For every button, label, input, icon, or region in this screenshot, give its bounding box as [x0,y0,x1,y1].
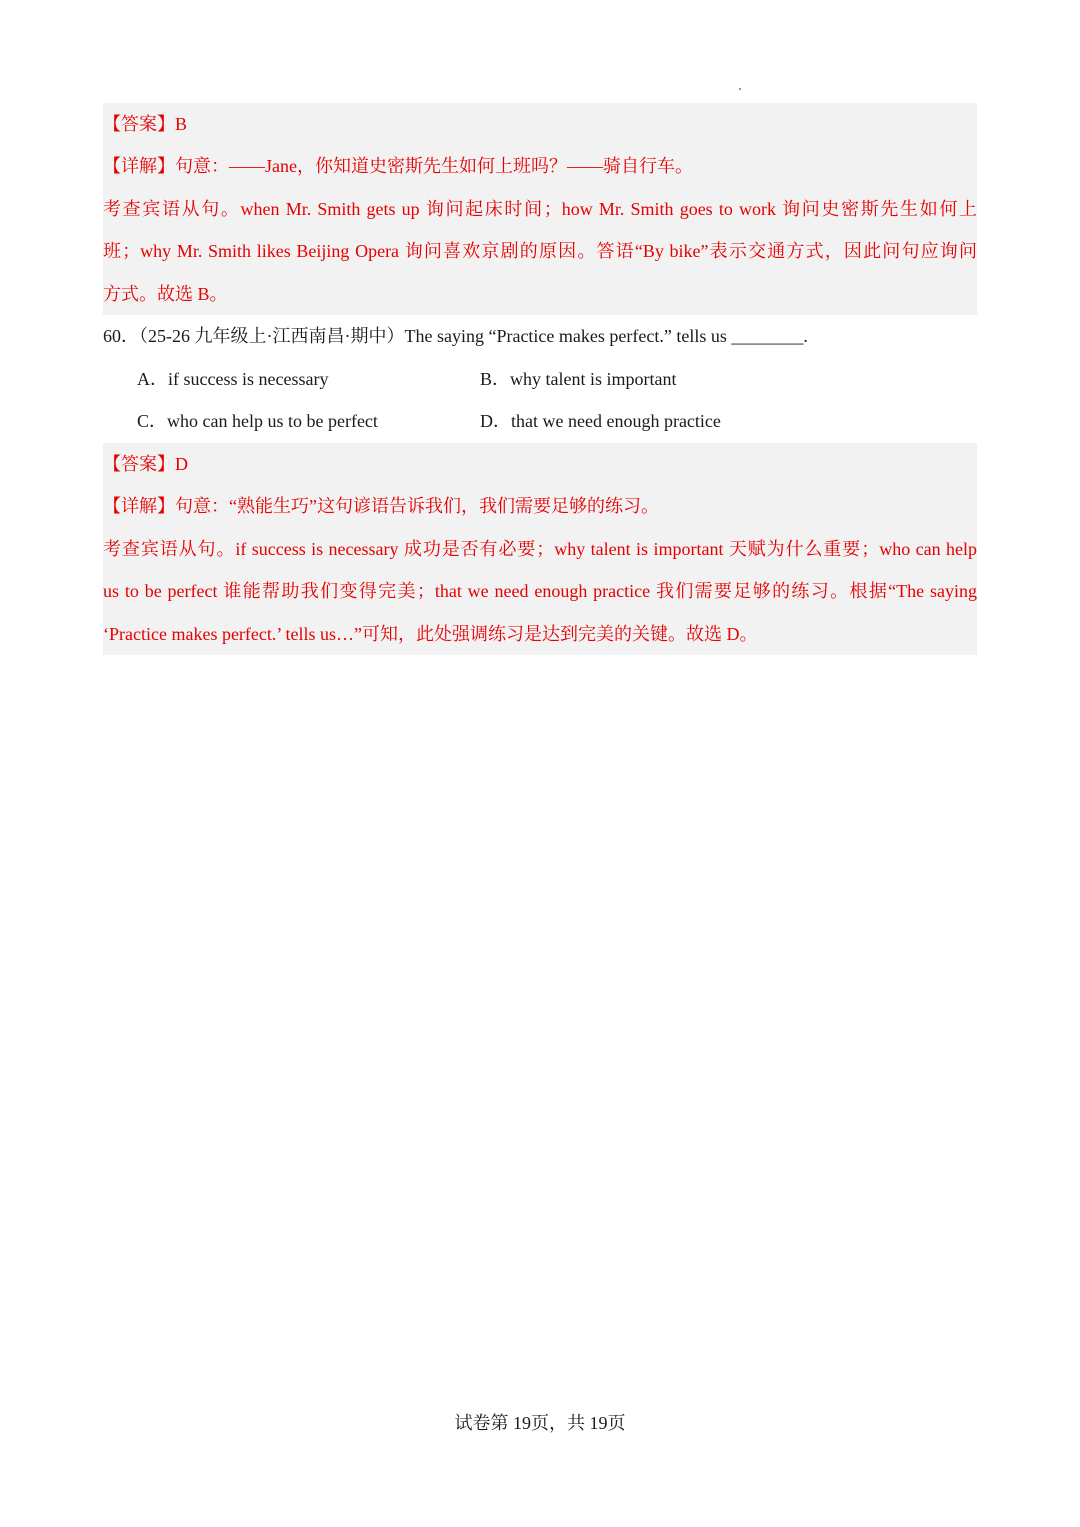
option-c: C．who can help us to be perfect [137,411,378,431]
analysis-59-line-3: 方式。故选 B。 [103,284,228,304]
answer-59: 【答案】B [103,114,188,134]
analysis-59-line-1: 考查宾语从句。when Mr. Smith gets up 询问起床时间；how Mr. Smith goes to work 询问史密斯先生如何上 [103,199,977,219]
question-60-stem: 60．（25-26 九年级上·江西南昌·期中）The saying “Practice makes perfect.” tells us ________. [103,326,808,346]
answer-60: 【答案】D [103,454,188,474]
analysis-60-line-1: 考查宾语从句。if success is necessary 成功是否有必要；why talent is important 天赋为什么重要；who can help [103,539,977,559]
analysis-60-line-2: us to be perfect 谁能帮助我们变得完美；that we need enough practice 我们需要足够的练习。根据“The saying [103,581,977,601]
option-b: B．why talent is important [480,369,677,389]
detail-59: 【详解】句意：——Jane，你知道史密斯先生如何上班吗？——骑自行车。 [103,156,693,176]
analysis-59-line-2: 班；why Mr. Smith likes Beijing Opera 询问喜欢京剧的原因。答语“By bike”表示交通方式，因此问句应询问 [103,241,977,261]
option-a: A．if success is necessary [137,369,329,389]
detail-60: 【详解】句意：“熟能生巧”这句谚语告诉我们，我们需要足够的练习。 [103,496,659,516]
analysis-60-line-3: ‘Practice makes perfect.’ tells us…”可知，此处强调练习是达到完美的关键。故选 D。 [103,624,758,644]
option-d: D．that we need enough practice [480,411,721,431]
stray-mark [739,88,741,90]
page-footer: 试卷第 19页，共 19页 [454,1413,626,1433]
